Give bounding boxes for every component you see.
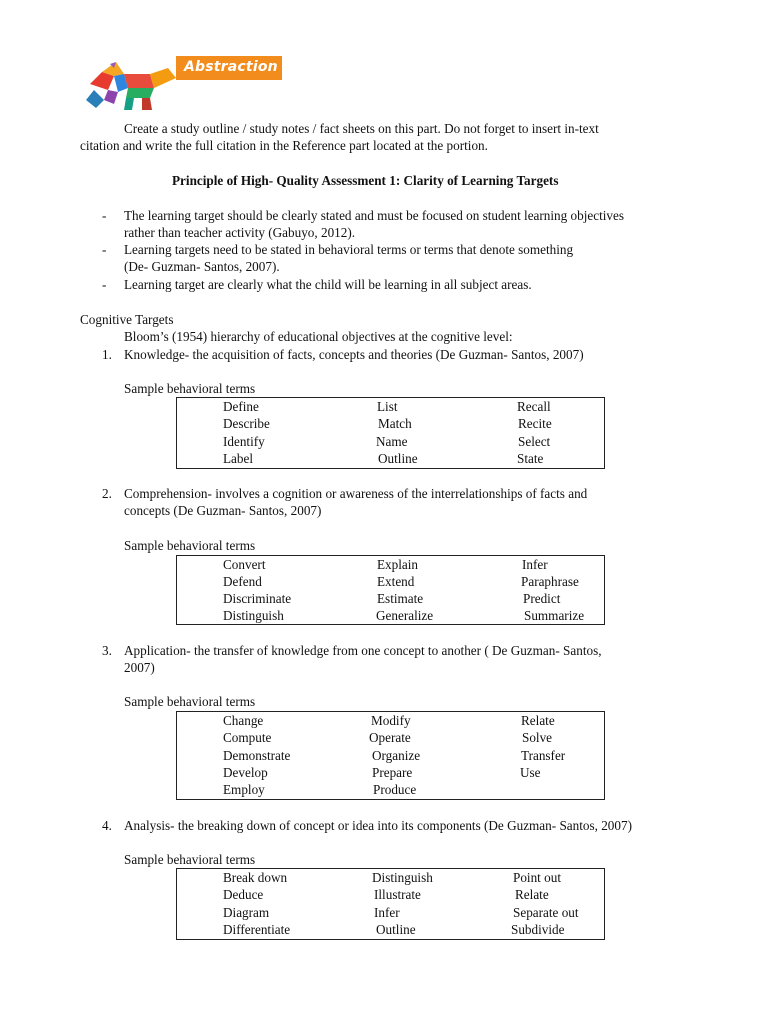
sample-label: Sample behavioral terms: [124, 538, 256, 553]
bullet-marker: -: [102, 242, 107, 257]
bullet-marker: -: [102, 208, 107, 223]
abstraction-banner: Abstraction: [176, 56, 282, 80]
table-cell: Relate: [515, 887, 549, 902]
sample-label: Sample behavioral terms: [124, 381, 256, 396]
section-4-line-1: Analysis- the breaking down of concept or idea into its components (De Guzman- Santos, 2007): [124, 818, 632, 833]
section-number: 2.: [102, 486, 112, 501]
table-cell: Name: [376, 434, 408, 449]
section-3-line-1: Application- the transfer of knowledge from one concept to another ( De Guzman- Santos,: [124, 643, 602, 658]
bullet-1-line-1: The learning target should be clearly stated and must be focused on student learning objectives: [124, 208, 624, 223]
table-cell: Match: [378, 416, 412, 431]
section-number: 1.: [102, 347, 112, 362]
intro-line-1: Create a study outline / study notes / fact sheets on this part. Do not forget to insert in-text: [124, 121, 599, 136]
section-number: 3.: [102, 643, 112, 658]
table-cell: Recite: [518, 416, 552, 431]
table-cell: Operate: [369, 730, 411, 745]
intro-line-2: citation and write the full citation in the Reference part located at the portion.: [80, 138, 488, 153]
table-cell: Modify: [371, 713, 411, 728]
table-cell: Predict: [523, 591, 561, 606]
table-cell: Infer: [374, 905, 400, 920]
table-cell: Organize: [372, 748, 421, 763]
bullet-2-line-2: (De- Guzman- Santos, 2007).: [124, 259, 280, 274]
table-cell: Recall: [517, 399, 551, 414]
table-cell: Distinguish: [223, 608, 284, 623]
table-cell: Subdivide: [511, 922, 565, 937]
section-2-line-1: Comprehension- involves a cognition or awareness of the interrelationships of facts and: [124, 486, 588, 501]
table-cell: Identify: [223, 434, 265, 449]
table-cell: Describe: [223, 416, 270, 431]
table-cell: Distinguish: [372, 870, 433, 885]
cognitive-heading: Cognitive Targets: [80, 312, 174, 327]
bullet-1-line-2: rather than teacher activity (Gabuyo, 2012).: [124, 225, 356, 240]
table-cell: Break down: [223, 870, 288, 885]
table-cell: Solve: [522, 730, 553, 745]
bullet-2-line-1: Learning targets need to be stated in behavioral terms or terms that denote something: [124, 242, 574, 257]
table-cell: List: [377, 399, 398, 414]
table-cell: Deduce: [223, 887, 264, 902]
table-cell: Summarize: [524, 608, 585, 623]
table-cell: Illustrate: [374, 887, 421, 902]
table-cell: Differentiate: [223, 922, 291, 937]
table-cell: Estimate: [377, 591, 424, 606]
table-cell: Paraphrase: [521, 574, 579, 589]
table-cell: Convert: [223, 557, 266, 572]
table-cell: Define: [223, 399, 259, 414]
table-cell: Relate: [521, 713, 555, 728]
table-cell: Outline: [376, 922, 416, 937]
table-cell: Extend: [377, 574, 415, 589]
principle-title: Principle of High- Quality Assessment 1: Clarity of Learning Targets: [172, 173, 559, 188]
sample-label: Sample behavioral terms: [124, 852, 256, 867]
terms-table-application: [176, 711, 605, 800]
terms-table-comprehension: [176, 555, 605, 625]
table-cell: Defend: [223, 574, 262, 589]
bullet-3-line-1: Learning target are clearly what the child will be learning in all subject areas.: [124, 277, 532, 292]
cognitive-intro: Bloom’s (1954) hierarchy of educational objectives at the cognitive level:: [124, 329, 513, 344]
section-1-line-1: Knowledge- the acquisition of facts, concepts and theories (De Guzman- Santos, 2007): [124, 347, 584, 362]
table-cell: Develop: [223, 765, 268, 780]
section-3-line-2: 2007): [124, 660, 155, 675]
section-number: 4.: [102, 818, 112, 833]
table-cell: Produce: [373, 782, 417, 797]
section-2-line-2: concepts (De Guzman- Santos, 2007): [124, 503, 322, 518]
table-cell: Discriminate: [223, 591, 292, 606]
terms-table-analysis: [176, 868, 605, 940]
table-cell: Separate out: [513, 905, 579, 920]
table-cell: Infer: [522, 557, 548, 572]
table-cell: Diagram: [223, 905, 270, 920]
table-cell: Use: [520, 765, 541, 780]
bullet-marker: -: [102, 277, 107, 292]
table-cell: Transfer: [521, 748, 566, 763]
sample-label: Sample behavioral terms: [124, 694, 256, 709]
table-cell: Prepare: [372, 765, 413, 780]
table-cell: Compute: [223, 730, 272, 745]
table-cell: Generalize: [376, 608, 434, 623]
table-cell: State: [517, 451, 544, 466]
table-cell: Demonstrate: [223, 748, 291, 763]
polygon-lion-icon: [80, 54, 186, 112]
table-cell: Employ: [223, 782, 265, 797]
table-cell: Point out: [513, 870, 561, 885]
terms-table-knowledge: [176, 397, 605, 469]
table-cell: Change: [223, 713, 264, 728]
table-cell: Label: [223, 451, 254, 466]
table-cell: Select: [518, 434, 551, 449]
table-cell: Outline: [378, 451, 418, 466]
table-cell: Explain: [377, 557, 419, 572]
